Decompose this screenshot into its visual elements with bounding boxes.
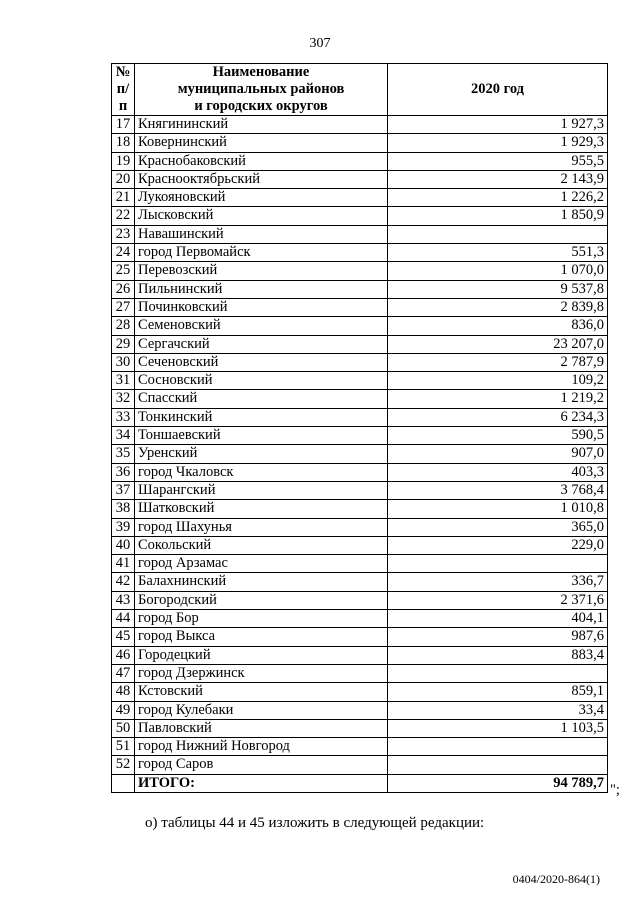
row-name: город Арзамас — [135, 555, 388, 573]
row-value: 2 371,6 — [388, 591, 608, 609]
row-value: 590,5 — [388, 427, 608, 445]
row-value — [388, 738, 608, 756]
table-row — [112, 280, 608, 298]
total-value: 94 789,7 — [388, 774, 608, 792]
row-name: Лысковский — [135, 207, 388, 225]
table-row — [112, 701, 608, 719]
table-row — [112, 481, 608, 499]
table-row — [112, 463, 608, 481]
row-name: Сергачский — [135, 335, 388, 353]
row-value: 883,4 — [388, 646, 608, 664]
row-value: 551,3 — [388, 244, 608, 262]
table-row — [112, 335, 608, 353]
row-value: 1 929,3 — [388, 134, 608, 152]
data-table — [111, 63, 608, 793]
row-value: 3 768,4 — [388, 481, 608, 499]
table-row — [112, 445, 608, 463]
total-num-cell — [112, 774, 135, 792]
total-row — [112, 774, 608, 792]
row-name: Балахнинский — [135, 573, 388, 591]
row-number: 37 — [112, 481, 135, 499]
row-name: Краснобаковский — [135, 152, 388, 170]
document-code: 0404/2020-864(1) — [512, 872, 600, 886]
table-row — [112, 628, 608, 646]
row-number: 39 — [112, 518, 135, 536]
row-name: Семеновский — [135, 317, 388, 335]
row-number: 45 — [112, 628, 135, 646]
row-name: город Выкса — [135, 628, 388, 646]
row-value — [388, 664, 608, 682]
row-value: 109,2 — [388, 372, 608, 390]
row-number: 46 — [112, 646, 135, 664]
row-number: 36 — [112, 463, 135, 481]
row-value — [388, 756, 608, 774]
table-row — [112, 683, 608, 701]
page-number: 307 — [309, 36, 331, 51]
row-number: 32 — [112, 390, 135, 408]
row-number: 47 — [112, 664, 135, 682]
table-header-row — [112, 64, 608, 116]
row-number: 44 — [112, 610, 135, 628]
row-value: 907,0 — [388, 445, 608, 463]
row-name: Богородский — [135, 591, 388, 609]
table-body — [112, 116, 608, 775]
header-name-line-1: Наименование — [212, 64, 310, 80]
row-number: 28 — [112, 317, 135, 335]
table-row — [112, 225, 608, 243]
row-number: 17 — [112, 116, 135, 134]
table-row — [112, 116, 608, 134]
table-row — [112, 298, 608, 316]
table-row — [112, 207, 608, 225]
row-value: 1 219,2 — [388, 390, 608, 408]
row-value: 987,6 — [388, 628, 608, 646]
header-name-line-2: муниципальных районов — [177, 81, 345, 97]
row-name: Спасский — [135, 390, 388, 408]
instruction-text: о) таблицы 44 и 45 изложить в следующей редакции: — [145, 815, 485, 831]
table-row — [112, 262, 608, 280]
row-value — [388, 225, 608, 243]
row-value: 365,0 — [388, 518, 608, 536]
table-row — [112, 591, 608, 609]
row-name: Пильнинский — [135, 280, 388, 298]
header-name — [135, 64, 388, 116]
header-year: 2020 год — [388, 64, 608, 116]
row-number: 25 — [112, 262, 135, 280]
table-row — [112, 555, 608, 573]
row-name: Кстовский — [135, 683, 388, 701]
row-name: Павловский — [135, 719, 388, 737]
row-value: 836,0 — [388, 317, 608, 335]
row-name: город Саров — [135, 756, 388, 774]
row-name: Городецкий — [135, 646, 388, 664]
row-name: город Дзержинск — [135, 664, 388, 682]
row-name: Сокольский — [135, 536, 388, 554]
row-number: 30 — [112, 353, 135, 371]
table-row — [112, 738, 608, 756]
table-row — [112, 408, 608, 426]
row-name: Навашинский — [135, 225, 388, 243]
row-value: 33,4 — [388, 701, 608, 719]
row-value: 1 850,9 — [388, 207, 608, 225]
table-row — [112, 189, 608, 207]
row-name: Починковский — [135, 298, 388, 316]
closing-quote: "; — [610, 782, 620, 798]
row-value: 336,7 — [388, 573, 608, 591]
row-number: 51 — [112, 738, 135, 756]
row-name: Ковернинский — [135, 134, 388, 152]
table-row — [112, 573, 608, 591]
row-name: Шарангский — [135, 481, 388, 499]
row-number: 26 — [112, 280, 135, 298]
row-value: 1 226,2 — [388, 189, 608, 207]
row-value: 404,1 — [388, 610, 608, 628]
row-value — [388, 555, 608, 573]
row-number: 27 — [112, 298, 135, 316]
row-value: 229,0 — [388, 536, 608, 554]
table-row — [112, 152, 608, 170]
row-number: 29 — [112, 335, 135, 353]
table-row — [112, 170, 608, 188]
row-name: Княгининский — [135, 116, 388, 134]
header-name-line-3: и городских округов — [194, 98, 328, 114]
row-value: 955,5 — [388, 152, 608, 170]
row-name: город Бор — [135, 610, 388, 628]
row-number: 18 — [112, 134, 135, 152]
row-name: Сосновский — [135, 372, 388, 390]
row-number: 34 — [112, 427, 135, 445]
header-number-line-1: № — [115, 64, 131, 80]
row-number: 35 — [112, 445, 135, 463]
row-number: 48 — [112, 683, 135, 701]
row-name: Уренский — [135, 445, 388, 463]
table-row — [112, 719, 608, 737]
row-number: 19 — [112, 152, 135, 170]
table-row — [112, 317, 608, 335]
row-name: Лукояновский — [135, 189, 388, 207]
row-number: 42 — [112, 573, 135, 591]
row-value: 1 010,8 — [388, 500, 608, 518]
row-number: 24 — [112, 244, 135, 262]
row-number: 52 — [112, 756, 135, 774]
row-number: 22 — [112, 207, 135, 225]
header-number — [112, 64, 135, 116]
row-value: 1 927,3 — [388, 116, 608, 134]
row-name: Тоншаевский — [135, 427, 388, 445]
row-name: город Кулебаки — [135, 701, 388, 719]
row-number: 40 — [112, 536, 135, 554]
table-row — [112, 536, 608, 554]
row-name: Шатковский — [135, 500, 388, 518]
row-number: 21 — [112, 189, 135, 207]
table-row — [112, 244, 608, 262]
table-row — [112, 390, 608, 408]
table-row — [112, 372, 608, 390]
row-value: 9 537,8 — [388, 280, 608, 298]
row-name: город Шахунья — [135, 518, 388, 536]
row-value: 6 234,3 — [388, 408, 608, 426]
table-row — [112, 134, 608, 152]
table-row — [112, 756, 608, 774]
row-number: 20 — [112, 170, 135, 188]
row-name: город Нижний Новгород — [135, 738, 388, 756]
header-number-line-2: п/п — [116, 81, 130, 114]
row-number: 23 — [112, 225, 135, 243]
row-name: Перевозский — [135, 262, 388, 280]
row-value: 859,1 — [388, 683, 608, 701]
row-number: 43 — [112, 591, 135, 609]
row-name: город Чкаловск — [135, 463, 388, 481]
row-number: 41 — [112, 555, 135, 573]
row-value: 2 787,9 — [388, 353, 608, 371]
row-number: 33 — [112, 408, 135, 426]
row-number: 38 — [112, 500, 135, 518]
row-value: 23 207,0 — [388, 335, 608, 353]
row-number: 50 — [112, 719, 135, 737]
row-value: 2 143,9 — [388, 170, 608, 188]
table-row — [112, 518, 608, 536]
row-name: Краснооктябрьский — [135, 170, 388, 188]
table-row — [112, 664, 608, 682]
row-name: город Первомайск — [135, 244, 388, 262]
table-row — [112, 427, 608, 445]
row-number: 31 — [112, 372, 135, 390]
row-name: Тонкинский — [135, 408, 388, 426]
row-value: 403,3 — [388, 463, 608, 481]
total-label: ИТОГО: — [135, 774, 388, 792]
row-name: Сеченовский — [135, 353, 388, 371]
table-row — [112, 353, 608, 371]
table-row — [112, 500, 608, 518]
row-number: 49 — [112, 701, 135, 719]
row-value: 1 103,5 — [388, 719, 608, 737]
row-value: 1 070,0 — [388, 262, 608, 280]
table-row — [112, 610, 608, 628]
row-value: 2 839,8 — [388, 298, 608, 316]
table-row — [112, 646, 608, 664]
